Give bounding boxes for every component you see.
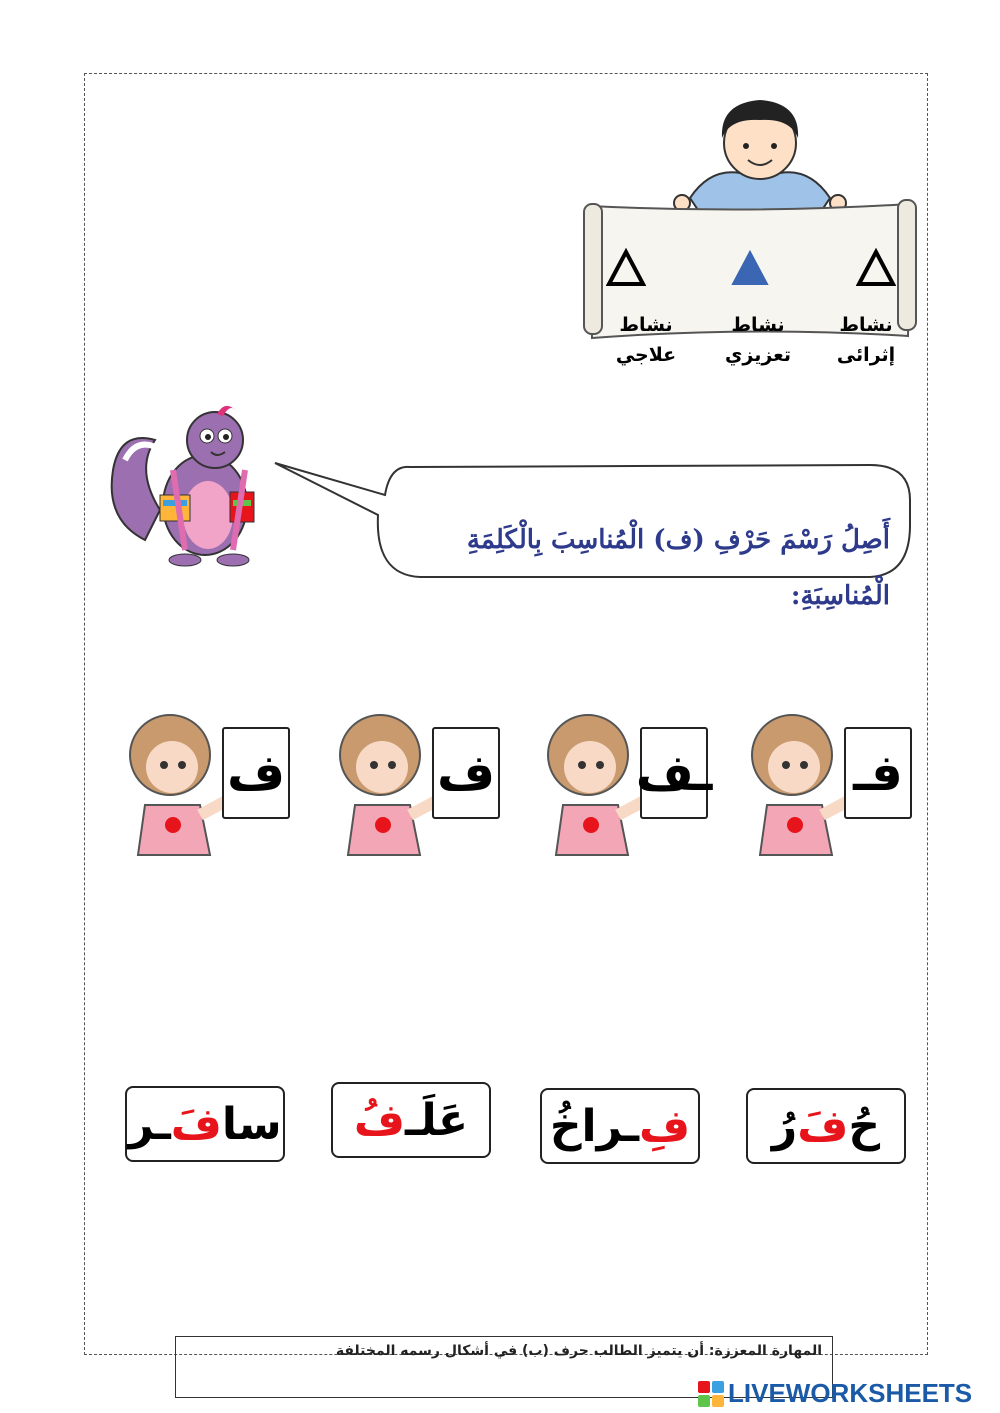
- letter-card-group-1: [732, 705, 932, 880]
- word-1-pre: حُ: [848, 1100, 881, 1152]
- word-4-post: ـر: [128, 1098, 171, 1150]
- liveworksheets-icon: [698, 1381, 724, 1407]
- letter-card-2[interactable]: ـف: [640, 727, 708, 819]
- word-box-3[interactable]: [331, 1082, 491, 1158]
- letter-card-4[interactable]: ف: [222, 727, 290, 819]
- word-4-letter: فَ: [170, 1098, 222, 1150]
- letter-card-1[interactable]: فـ: [844, 727, 912, 819]
- letter-card-group-2: [528, 705, 728, 880]
- activity-remedial: [586, 310, 706, 370]
- liveworksheets-logo: [698, 1378, 972, 1409]
- activity-enrichment-line2: إثرائى: [836, 344, 896, 366]
- word-1-letter: فَ: [797, 1100, 849, 1152]
- word-2-letter: فِ: [639, 1100, 691, 1152]
- letter-card-group-3: [320, 705, 520, 880]
- activity-remedial-line1: نشاط: [619, 314, 673, 336]
- instruction-text: أَصِلُ رَسْمَ حَرْفِ (ف) الْمُناسِبَ بِالْكَلِمَةِ الْمُناسِبَةِ:: [466, 525, 890, 611]
- activity-reinforcement: [698, 310, 818, 370]
- enrichment-triangle-icon: [856, 248, 896, 288]
- word-1-post: رُ: [771, 1100, 798, 1152]
- word-box-4[interactable]: [125, 1086, 285, 1162]
- reinforcement-triangle-icon: [730, 248, 770, 288]
- activity-reinforcement-line2: تعزيزي: [724, 344, 792, 366]
- activity-enrichment: [806, 310, 926, 370]
- word-box-1[interactable]: [746, 1088, 906, 1164]
- squirrel-illustration: [105, 400, 270, 570]
- liveworksheets-wordmark: LIVEWORKSHEETS: [728, 1378, 973, 1408]
- activity-remedial-line2: علاجي: [615, 344, 677, 366]
- word-2-post: ـراخُ: [549, 1100, 640, 1152]
- activity-reinforcement-line1: نشاط: [731, 314, 785, 336]
- word-4-pre: سا: [221, 1098, 282, 1150]
- activity-enrichment-line1: نشاط: [839, 314, 893, 336]
- skill-text: المهارة المعززة: أن يتميز الطالب حرف (ب) في أشكال رسمه المختلفة: [335, 1343, 822, 1359]
- letter-card-3[interactable]: ف: [432, 727, 500, 819]
- word-box-2[interactable]: [540, 1088, 700, 1164]
- word-3-pre: عَلَـ: [405, 1094, 469, 1146]
- word-3-letter: فُ: [353, 1094, 406, 1146]
- letter-card-group-4: [110, 705, 310, 880]
- remedial-triangle-icon: [606, 248, 646, 288]
